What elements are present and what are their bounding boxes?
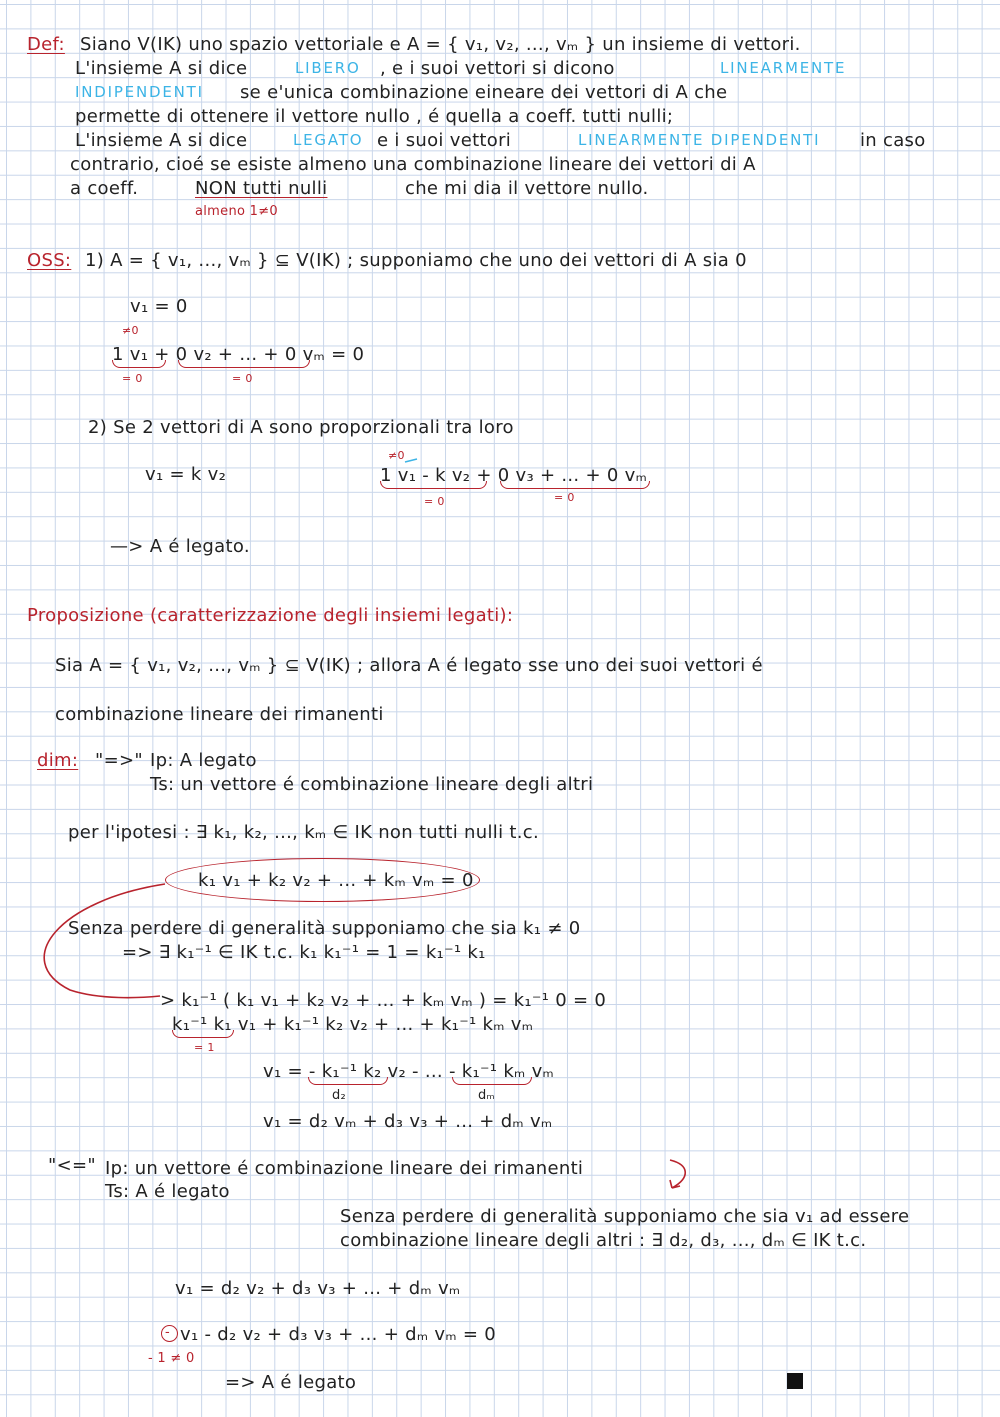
dim-final: => A é legato	[225, 1372, 357, 1393]
dim-ts-1: Ts: un vettore é combinazione lineare degli altri	[150, 774, 594, 795]
dim-neq-minus1: - 1 ≠ 0	[148, 1351, 195, 1366]
dim-v1-d2: v₁ = d₂ v₂ + d₃ v₃ + ... + dₘ vₘ	[175, 1278, 461, 1299]
def-indipendenti: INDIPENDENTI	[75, 83, 204, 101]
oss-item-2: 2) Se 2 vettori di A sono proporzionali tra loro	[88, 417, 514, 438]
dim-v1-expression: v₁ = - k₁⁻¹ k₂ v₂ - ... - k₁⁻¹ kₘ vₘ	[263, 1061, 555, 1082]
def-line-2b: , e i suoi vettori si dicono	[380, 58, 615, 79]
def-line-7a: a coeff.	[70, 178, 139, 199]
oss-neq0-2: ≠0	[388, 449, 405, 462]
oss-eq0-1b: = 0	[232, 372, 253, 385]
oss-eq0-2a: = 0	[424, 495, 445, 508]
dim-multiply: > k₁⁻¹ ( k₁ v₁ + k₂ v₂ + ... + kₘ vₘ ) = k₁⁻¹ 0 = 0	[160, 990, 607, 1011]
dim-ip-2: Ip: un vettore é combinazione lineare dei rimanenti	[105, 1158, 584, 1179]
oss-conclusion: —> A é legato.	[110, 536, 250, 557]
dim-inverse: => ∃ k₁⁻¹ ∈ IK t.c. k₁ k₁⁻¹ = 1 = k₁⁻¹ k₁	[122, 942, 486, 963]
prop-title: Proposizione (caratterizzazione degli insiemi legati):	[27, 605, 514, 626]
dim-direction-2: "<="	[48, 1155, 96, 1176]
def-line-7b: che mi dia il vettore nullo.	[405, 178, 649, 199]
oss-comb-1: 1 v₁ + 0 v₂ + ... + 0 vₘ = 0	[112, 344, 365, 365]
def-line-1: Siano V(IK) uno spazio vettoriale e A = { v₁, v₂, ..., vₘ } un insieme di vettori.	[80, 34, 801, 55]
def-legato: LEGATO	[293, 131, 364, 149]
dim-direction-1: "=>"	[95, 750, 143, 771]
def-linearmente: LINEARMENTE	[720, 59, 847, 77]
def-line-5b: e i suoi vettori	[377, 130, 512, 151]
dim-expand: k₁⁻¹ k₁ v₁ + k₁⁻¹ k₂ v₂ + ... + k₁⁻¹ kₘ vₘ	[172, 1014, 534, 1035]
dim-dm: dₘ	[478, 1088, 495, 1103]
dim-v1-d: v₁ = d₂ vₘ + d₃ v₃ + ... + dₘ vₘ	[263, 1111, 553, 1132]
oss-v1-zero: v₁ = 0	[130, 296, 188, 317]
curved-arrow	[670, 1160, 685, 1188]
blue-underline-mark	[405, 459, 417, 462]
oss-eq0-2b: = 0	[554, 491, 575, 504]
prop-line-1: Sia A = { v₁, v₂, ..., vₘ } ⊆ V(IK) ; allora A é legato sse uno dei suoi vettori é	[55, 655, 763, 676]
oss-v1-kv2: v₁ = k v₂	[145, 464, 227, 485]
dim-ts-2: Ts: A é legato	[105, 1181, 230, 1202]
def-line-5c: in caso	[860, 130, 926, 151]
def-linearmente-dipendenti: LINEARMENTE DIPENDENTI	[578, 131, 821, 149]
dim-d2: d₂	[332, 1088, 347, 1103]
dim-ip-1: Ip: A legato	[150, 750, 257, 771]
oss-comb-2: 1 v₁ - k v₂ + 0 v₃ + ... + 0 vₘ	[380, 465, 648, 486]
def-non-tutti-nulli: NON tutti nulli	[195, 178, 328, 199]
def-almeno: almeno 1≠0	[195, 204, 278, 219]
dim-minus-comb: v₁ - d₂ v₂ + d₃ v₃ + ... + dₘ vₘ = 0	[180, 1324, 497, 1345]
def-label: Def:	[27, 34, 65, 55]
prop-line-2: combinazione lineare dei rimanenti	[55, 704, 384, 725]
def-line-3b: se e'unica combinazione eineare dei vettori di A che	[240, 82, 728, 103]
def-libero: LIBERO	[295, 59, 361, 77]
oss-eq0-1a: = 0	[122, 372, 143, 385]
def-line-5a: L'insieme A si dice	[75, 130, 248, 151]
dim-minus-sign: -	[165, 1325, 170, 1340]
dim-hypothesis: per l'ipotesi : ∃ k₁, k₂, ..., kₘ ∈ IK non tutti nulli t.c.	[68, 822, 539, 843]
dim-eq1: = 1	[194, 1041, 215, 1054]
dim-label: dim:	[37, 750, 79, 771]
oss-item-1: 1) A = { v₁, ..., vₘ } ⊆ V(IK) ; supponiamo che uno dei vettori di A sia 0	[85, 250, 747, 271]
def-line-6: contrario, cioé se esiste almeno una combinazione lineare dei vettori di A	[70, 154, 756, 175]
dim-wlog-2a: Senza perdere di generalità supponiamo che sia v₁ ad essere	[340, 1206, 910, 1227]
dim-wlog-1: Senza perdere di generalità supponiamo che sia k₁ ≠ 0	[68, 918, 581, 939]
def-line-2a: L'insieme A si dice	[75, 58, 248, 79]
def-line-4: permette di ottenere il vettore nullo , é quella a coeff. tutti nulli;	[75, 106, 674, 127]
dim-wlog-2b: combinazione lineare degli altri : ∃ d₂, d₃, ..., dₘ ∈ IK t.c.	[340, 1230, 867, 1251]
oss-label: OSS:	[27, 250, 72, 271]
loop-arrow	[44, 884, 165, 998]
oss-neq0-1: ≠0	[122, 324, 139, 337]
dim-circled-equation: k₁ v₁ + k₂ v₂ + ... + kₘ vₘ = 0	[198, 870, 474, 891]
